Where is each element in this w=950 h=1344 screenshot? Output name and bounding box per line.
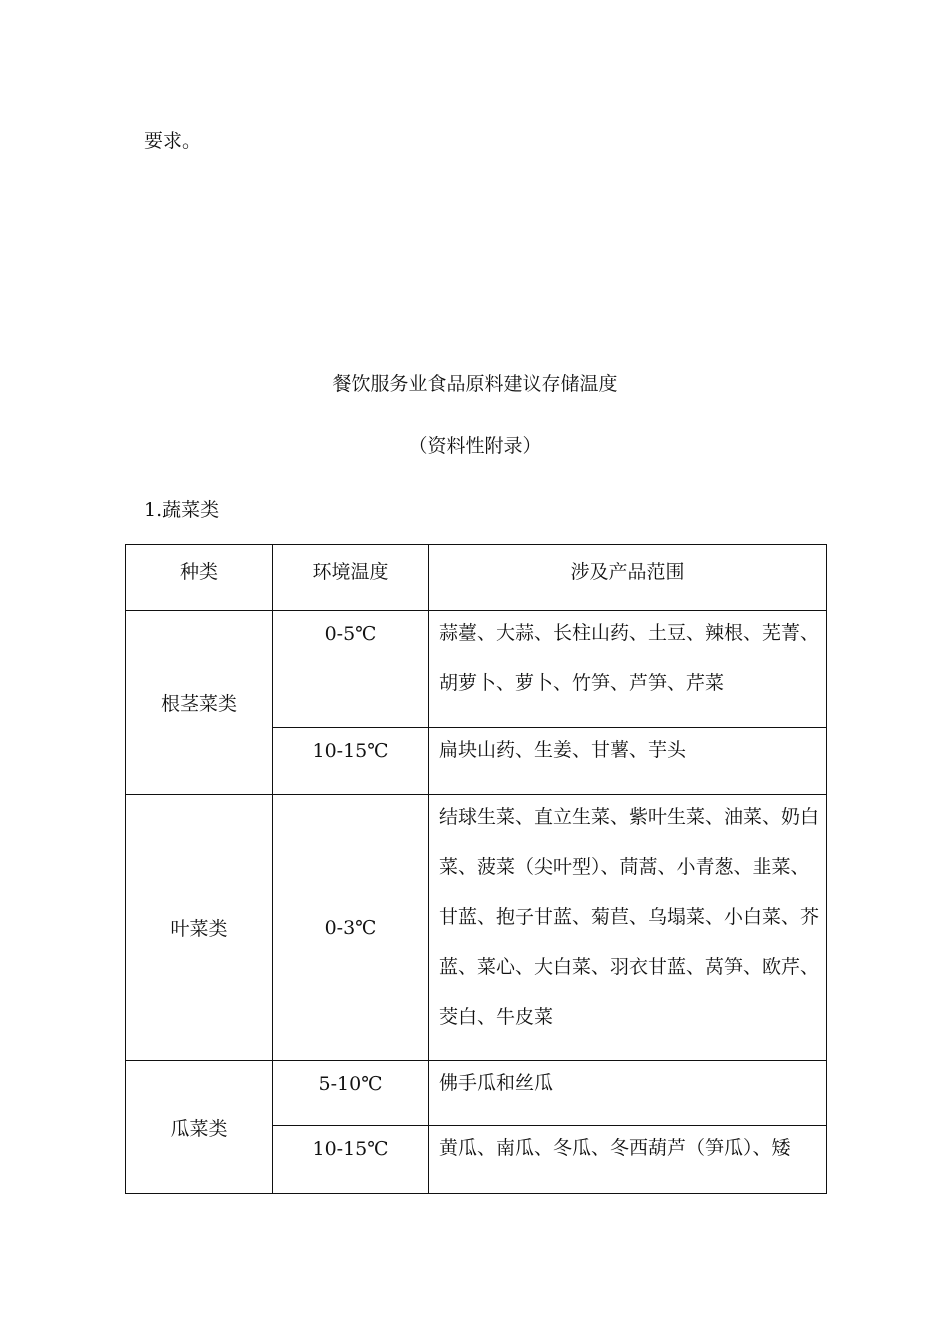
products-cell: [429, 1126, 827, 1194]
storage-temperature-table: [125, 544, 827, 1194]
lead-text: 要求。: [144, 130, 202, 152]
category-cell: 根茎菜类: [126, 611, 273, 795]
products-cell: [429, 728, 827, 795]
products-text: 黄瓜、南瓜、冬瓜、冬西葫芦（笋瓜）、矮: [439, 1137, 791, 1159]
temperature-cell: 0-5℃: [273, 611, 429, 728]
temperature-cell: 10-15℃: [273, 1126, 429, 1194]
document-subtitle: （资料性附录）: [408, 435, 542, 457]
table-row: [126, 611, 827, 728]
temperature-cell: 0-3℃: [273, 795, 429, 1061]
products-cell: [429, 1061, 827, 1126]
header-products: 涉及产品范围: [429, 545, 827, 611]
products-cell: [429, 795, 827, 1061]
table-row: [126, 795, 827, 1061]
products-text: 结球生菜、直立生菜、紫叶生菜、油菜、奶白菜、菠菜（尖叶型）、茼蒿、小青葱、韭菜、甘蓝、抱子甘蓝、菊苣、乌塌菜、小白菜、芥蓝、菜心、大白菜、羽衣甘蓝、莴笋、欧芹、茭白、牛皮菜: [439, 806, 820, 1028]
header-temperature: 环境温度: [273, 545, 429, 611]
table-row: [126, 1061, 827, 1126]
products-text: 佛手瓜和丝瓜: [439, 1072, 554, 1094]
header-category: 种类: [126, 545, 273, 611]
temperature-cell: 10-15℃: [273, 728, 429, 795]
products-text: 扁块山药、生姜、甘薯、芋头: [439, 739, 687, 761]
section-heading: 1.蔬菜类: [144, 499, 220, 521]
category-cell: 叶菜类: [126, 795, 273, 1061]
category-cell: 瓜菜类: [126, 1061, 273, 1194]
products-cell: [429, 611, 827, 728]
temperature-cell: 5-10℃: [273, 1061, 429, 1126]
document-title: 餐饮服务业食品原料建议存储温度: [332, 373, 618, 395]
table-header-row: [126, 545, 827, 611]
products-text: 蒜薹、大蒜、长柱山药、土豆、辣根、芜菁、胡萝卜、萝卜、竹笋、芦笋、芹菜: [439, 622, 820, 694]
